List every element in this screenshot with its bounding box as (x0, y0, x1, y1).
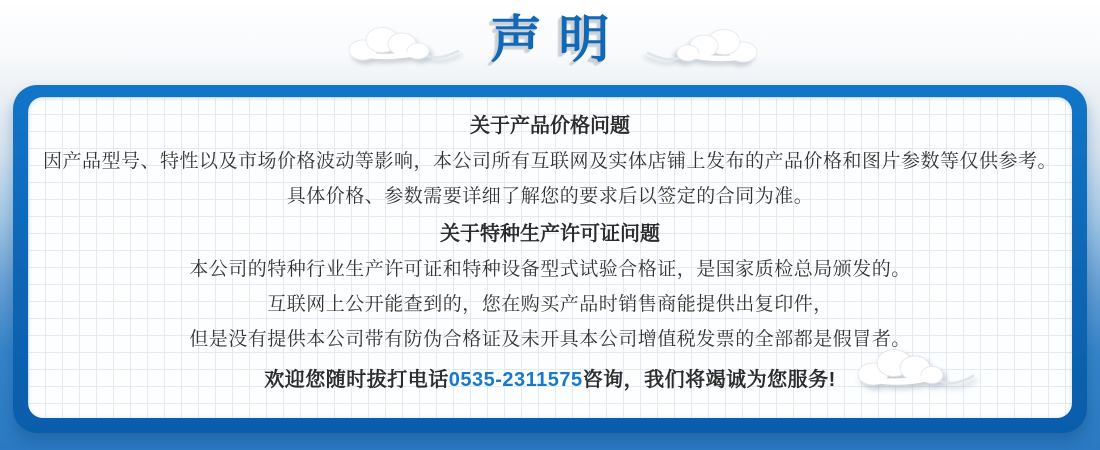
notice-line: 因产品型号、特性以及市场价格波动等影响，本公司所有互联网及实体店铺上发布的产品价格和图片参数等仅供参考。 (42, 151, 1057, 172)
cloud-icon (853, 344, 975, 392)
cloud-icon (646, 24, 762, 68)
notice-line: 具体价格、参数需要详细了解您的要求后以签定的合同为准。 (286, 186, 814, 207)
notice-line: 互联网上公开能查到的，您在购买产品时销售商能提供出复印件， (267, 294, 833, 315)
notice-line: 但是没有提供本公司带有防伪合格证及未开具本公司增值税发票的全部都是假冒者。 (189, 329, 911, 350)
contact-prefix: 欢迎您随时拔打电话 (264, 369, 449, 391)
contact-suffix: 咨询，我们将竭诚为您服务! (582, 369, 836, 391)
section-heading-license: 关于特种生产许可证问题 (440, 223, 660, 245)
title-char: 声 (490, 11, 542, 68)
page-title (0, 12, 1100, 68)
section-heading-price: 关于产品价格问题 (470, 115, 630, 137)
banner-header (0, 0, 1100, 84)
phone-number: 0535-2311575 (448, 369, 583, 391)
notice-line: 本公司的特种行业生产许可证和特种设备型式试验合格证，是国家质检总局颁发的。 (189, 259, 911, 280)
title-char: 明 (558, 11, 610, 68)
